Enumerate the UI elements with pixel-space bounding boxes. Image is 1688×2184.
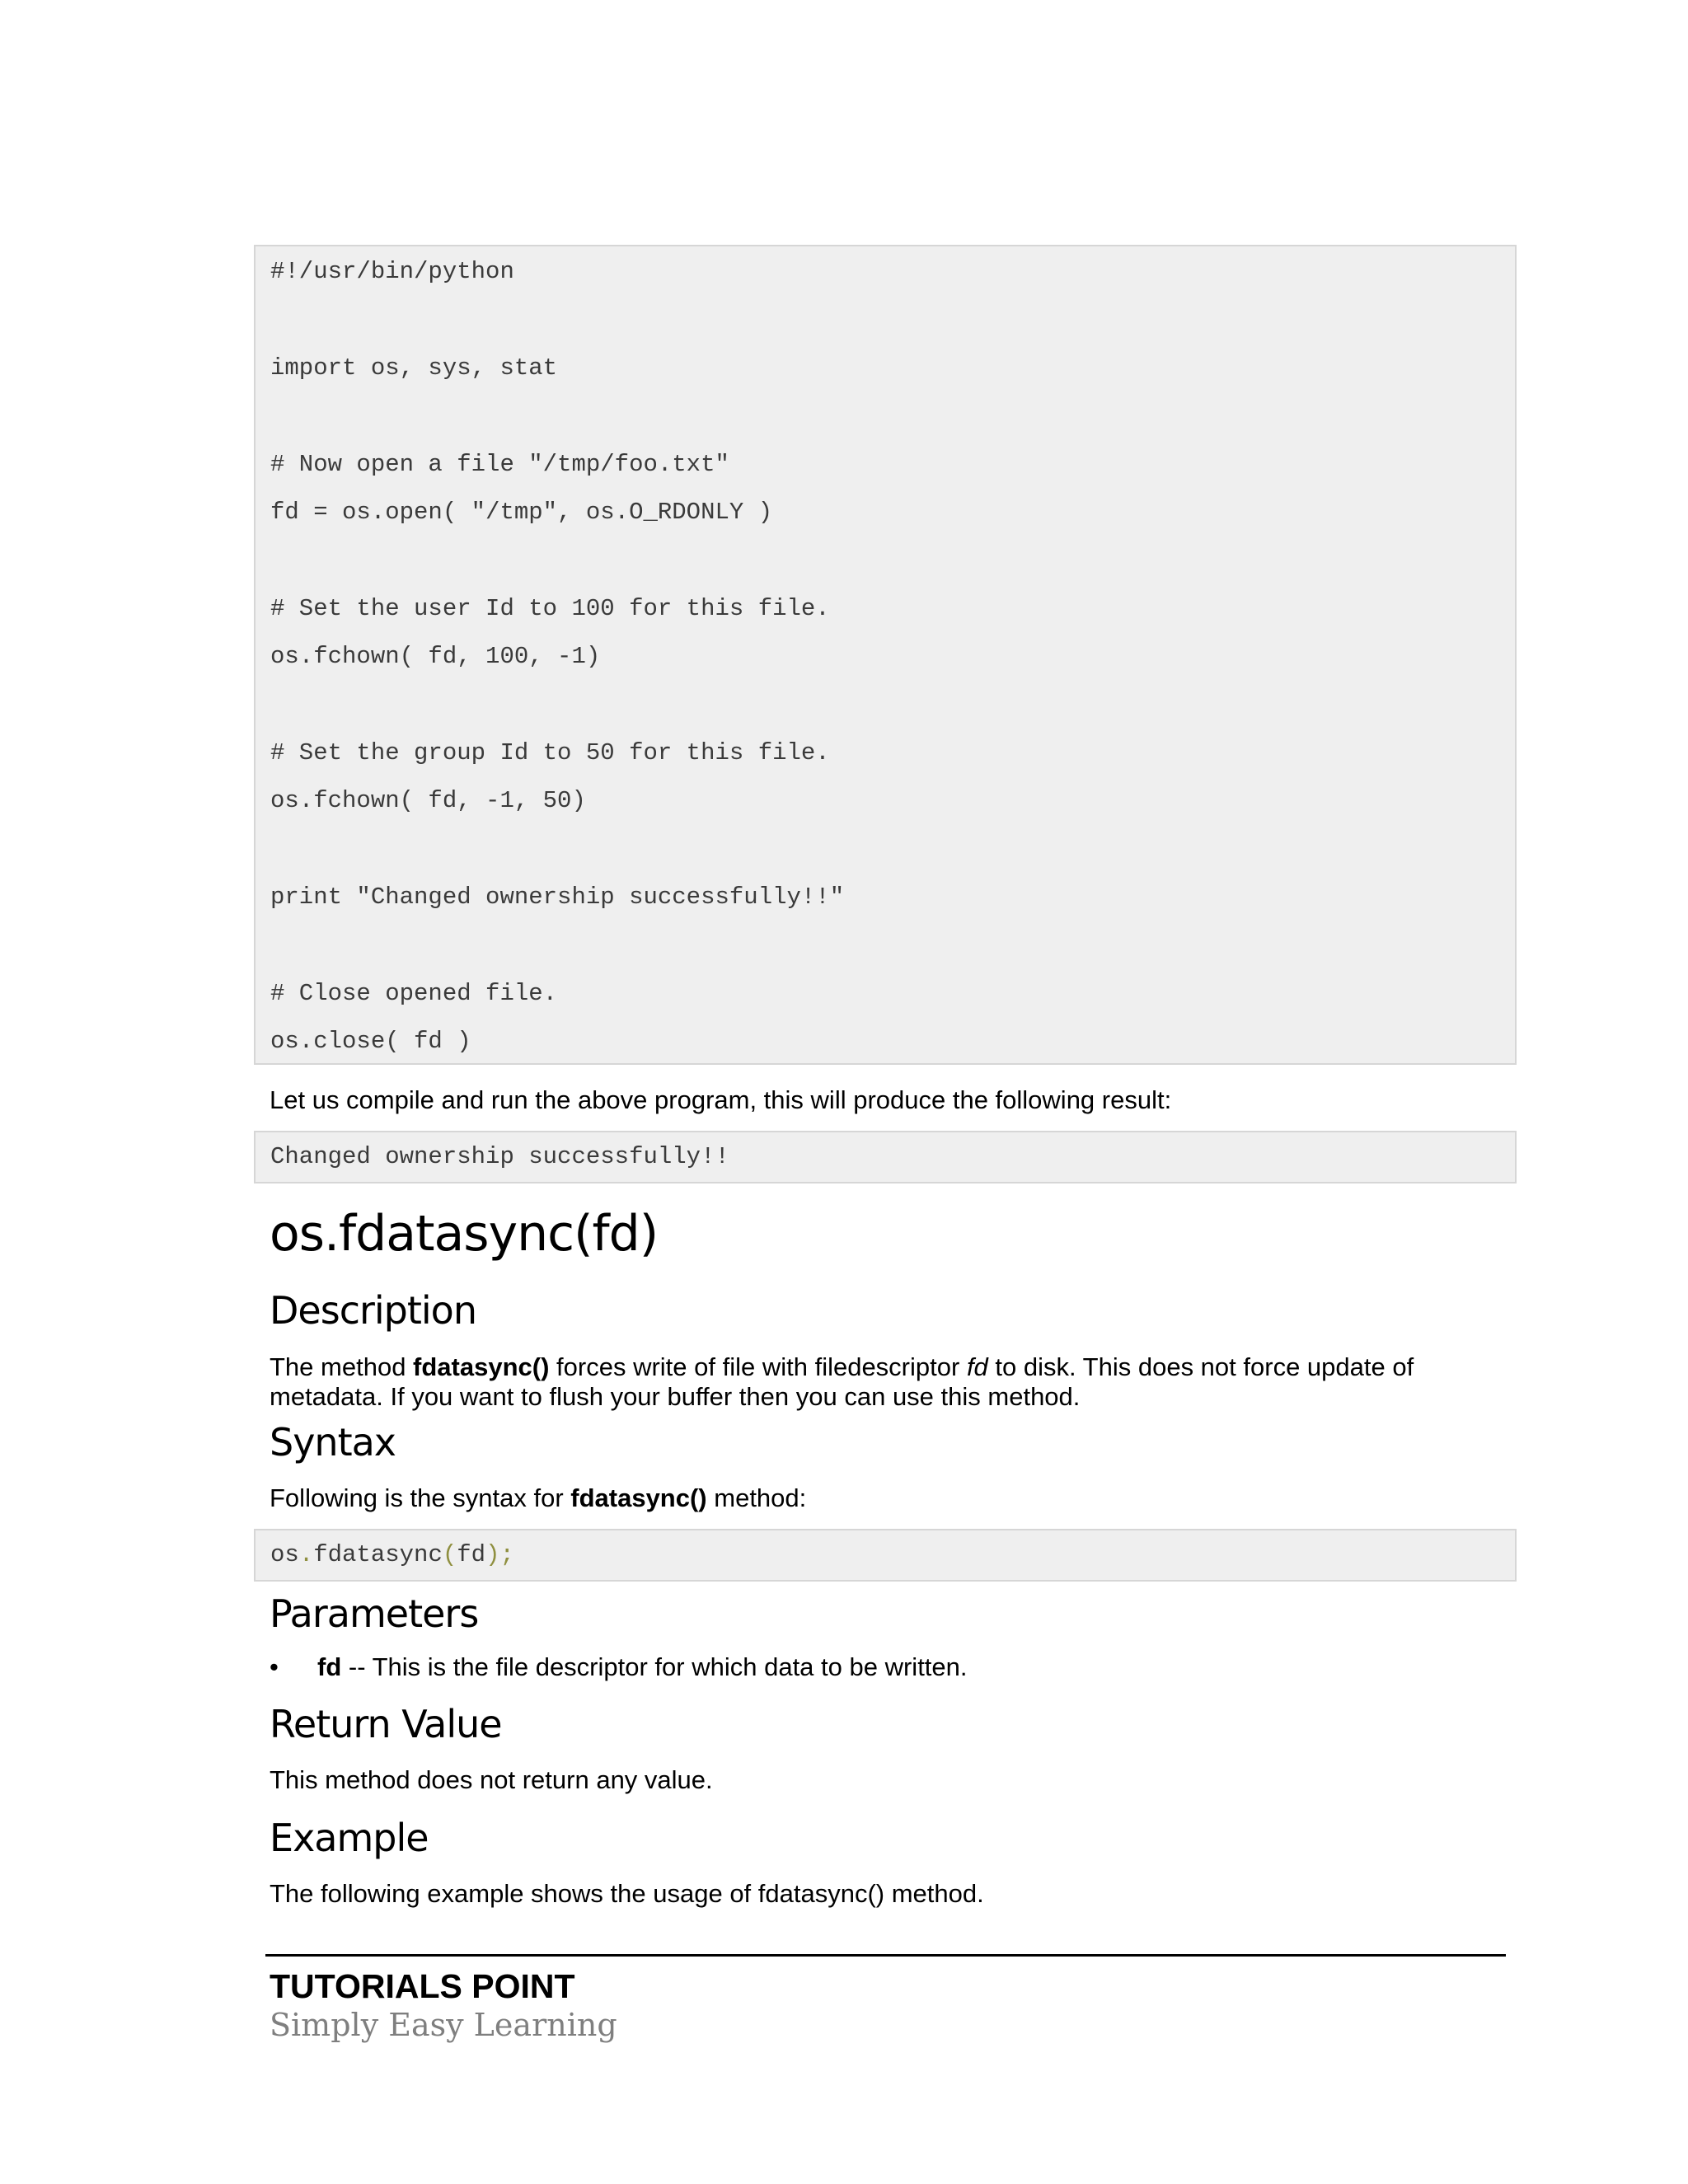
syntax-code-object: os bbox=[270, 1541, 299, 1568]
example-heading: Example bbox=[270, 1816, 429, 1860]
description-text: to disk. This does not force update of metadata. If you want to flush your buffer then you can use this method. bbox=[270, 1352, 1414, 1411]
code-block-syntax bbox=[254, 1529, 1517, 1582]
code-line: os.close( fd ) bbox=[270, 1028, 471, 1055]
code-line: # Close opened file. bbox=[270, 980, 558, 1007]
description-text: The method bbox=[270, 1352, 414, 1381]
description-bold: fdatasync() bbox=[413, 1352, 550, 1381]
code-block-output bbox=[254, 1131, 1517, 1183]
result-intro-text: Let us compile and run the above program, this will produce the following result: bbox=[270, 1085, 1172, 1114]
bullet-icon: • bbox=[270, 1652, 279, 1681]
code-line: Changed ownership successfully!! bbox=[270, 1143, 729, 1170]
code-block-example bbox=[254, 245, 1517, 1065]
syntax-intro-text: method: bbox=[706, 1483, 807, 1512]
syntax-code-func: fdatasync bbox=[313, 1541, 443, 1568]
description-paragraph bbox=[270, 1352, 1514, 1412]
return-value-heading: Return Value bbox=[270, 1702, 502, 1746]
parameter-item bbox=[317, 1652, 968, 1682]
syntax-intro-bold: fdatasync() bbox=[570, 1483, 707, 1512]
code-line: import os, sys, stat bbox=[270, 354, 558, 382]
syntax-heading: Syntax bbox=[270, 1420, 396, 1465]
code-line bbox=[270, 1539, 514, 1572]
code-line: os.fchown( fd, 100, -1) bbox=[270, 643, 601, 670]
return-value-text: This method does not return any value. bbox=[270, 1765, 713, 1794]
code-line: # Now open a file "/tmp/foo.txt" bbox=[270, 451, 729, 478]
code-line: # Set the group Id to 50 for this file. bbox=[270, 739, 830, 766]
section-title: os.fdatasync(fd) bbox=[270, 1205, 659, 1263]
footer-brand: TUTORIALS POINT bbox=[270, 1967, 575, 2005]
code-line: #!/usr/bin/python bbox=[270, 258, 514, 285]
syntax-code-paren-close: ); bbox=[485, 1541, 514, 1568]
parameter-description: -- This is the file descriptor for which data to be written. bbox=[341, 1652, 968, 1681]
footer-divider bbox=[265, 1954, 1506, 1957]
syntax-code-paren-open: ( bbox=[442, 1541, 457, 1568]
syntax-code-arg: fd bbox=[457, 1541, 486, 1568]
parameters-heading: Parameters bbox=[270, 1591, 479, 1636]
code-line: # Set the user Id to 100 for this file. bbox=[270, 595, 830, 622]
syntax-intro bbox=[270, 1483, 806, 1513]
syntax-intro-text: Following is the syntax for bbox=[270, 1483, 571, 1512]
code-line: print "Changed ownership successfully!!" bbox=[270, 883, 845, 911]
description-text: forces write of file with filedescriptor bbox=[549, 1352, 967, 1381]
syntax-code-dot: . bbox=[298, 1541, 314, 1568]
code-line: fd = os.open( "/tmp", os.O_RDONLY ) bbox=[270, 499, 773, 526]
description-heading: Description bbox=[270, 1288, 476, 1333]
example-text: The following example shows the usage of fdatasync() method. bbox=[270, 1879, 984, 1908]
footer-tagline: Simply Easy Learning bbox=[270, 2007, 617, 2043]
parameter-name: fd bbox=[317, 1652, 342, 1681]
description-italic: fd bbox=[966, 1352, 988, 1381]
code-line: os.fchown( fd, -1, 50) bbox=[270, 787, 586, 814]
